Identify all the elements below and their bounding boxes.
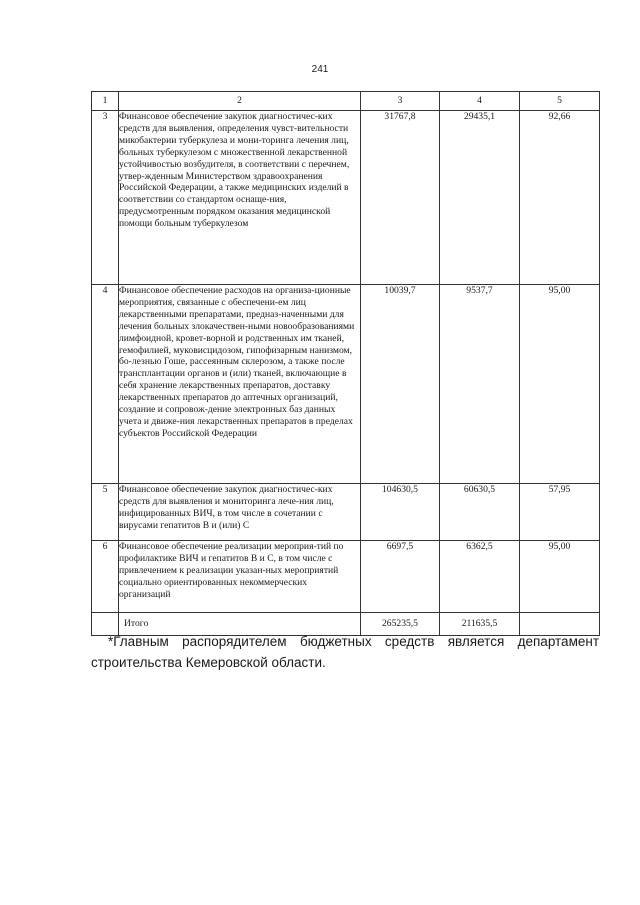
- row-value-col5: 95,00: [520, 541, 600, 613]
- table-row: [92, 541, 600, 613]
- row-description: Финансовое обеспечение реализации мероприя-тий по профилактике ВИЧ и гепатитов В и С, в том числе с привлечением к реализации указан-ных мероприятий социально ориентированных некоммерческих организаций: [119, 541, 361, 613]
- header-cell: 1: [92, 92, 119, 111]
- budget-table: [91, 91, 600, 636]
- row-description: Финансовое обеспечение закупок диагностичес-ких средств для выявления, определения чувст-вительности микобактерии туберкулеза и мони-торинга лечения лиц, больных туберкулезом с множественной лекарственной устойчивостью возбудителя, в соответствии с перечнем, утвер-жденным Министерством здравоохранения Российской Федерации, а также медицинских изделий в соответствии со стандартом оснаще-ния, предусмотренным порядком оказания медицинской помощи больным туберкулезом: [119, 111, 361, 285]
- row-value-col4: 9537,7: [440, 285, 520, 484]
- row-value-col3: 10039,7: [361, 285, 440, 484]
- header-cell: 2: [119, 92, 361, 111]
- row-description: Финансовое обеспечение закупок диагностичес-ких средств для выявления и мониторинга лече-ния лиц, инфицированных ВИЧ, в том числе в сочетании с вирусами гепатитов В и (или) С: [119, 484, 361, 541]
- header-cell: 5: [520, 92, 600, 111]
- row-value-col4: 60630,5: [440, 484, 520, 541]
- header-cell: 4: [440, 92, 520, 111]
- footnote: *Главным распорядителем бюджетных средств является департамент строительства Кемеровской области.: [91, 634, 599, 670]
- row-number: 5: [92, 484, 119, 541]
- row-value-col4: 29435,1: [440, 111, 520, 285]
- table-header-row: [92, 92, 600, 111]
- row-description: Финансовое обеспечение расходов на организа-ционные мероприятия, связанные с обеспечени-ем лиц лекарственными препаратами, предназ-наченными для лечения больных злокачествен-ными новообразованиями лимфоидной, кровет-ворной и родственных им тканей, гемофилией, муковисцидозом, гипофизарным нанизмом, бо-лезнью Гоше, рассеянным склерозом, а также после трансплантации органов и (или) тканей, включающие в себя хранение лекарственных препаратов, доставку лекарственных препаратов до аптечных организаций, создание и сопровож-дение электронных баз данных учета и движе-ния лекарственных препаратов в пределах субъектов Российской Федерации: [119, 285, 361, 484]
- row-value-col5: 95,00: [520, 285, 600, 484]
- header-cell: 3: [361, 92, 440, 111]
- row-value-col5: 57,95: [520, 484, 600, 541]
- total-value-col4: 211635,5: [440, 613, 520, 636]
- row-value-col4: 6362,5: [440, 541, 520, 613]
- total-label: Итого: [119, 613, 361, 636]
- table-row: [92, 111, 600, 285]
- row-number: 6: [92, 541, 119, 613]
- row-value-col5: 92,66: [520, 111, 600, 285]
- total-value-col3: 265235,5: [361, 613, 440, 636]
- row-value-col3: 31767,8: [361, 111, 440, 285]
- row-value-col3: 104630,5: [361, 484, 440, 541]
- row-number: 4: [92, 285, 119, 484]
- row-value-col3: 6697,5: [361, 541, 440, 613]
- page-number: 241: [311, 64, 329, 75]
- row-number: 3: [92, 111, 119, 285]
- table-row: [92, 285, 600, 484]
- table-row: [92, 484, 600, 541]
